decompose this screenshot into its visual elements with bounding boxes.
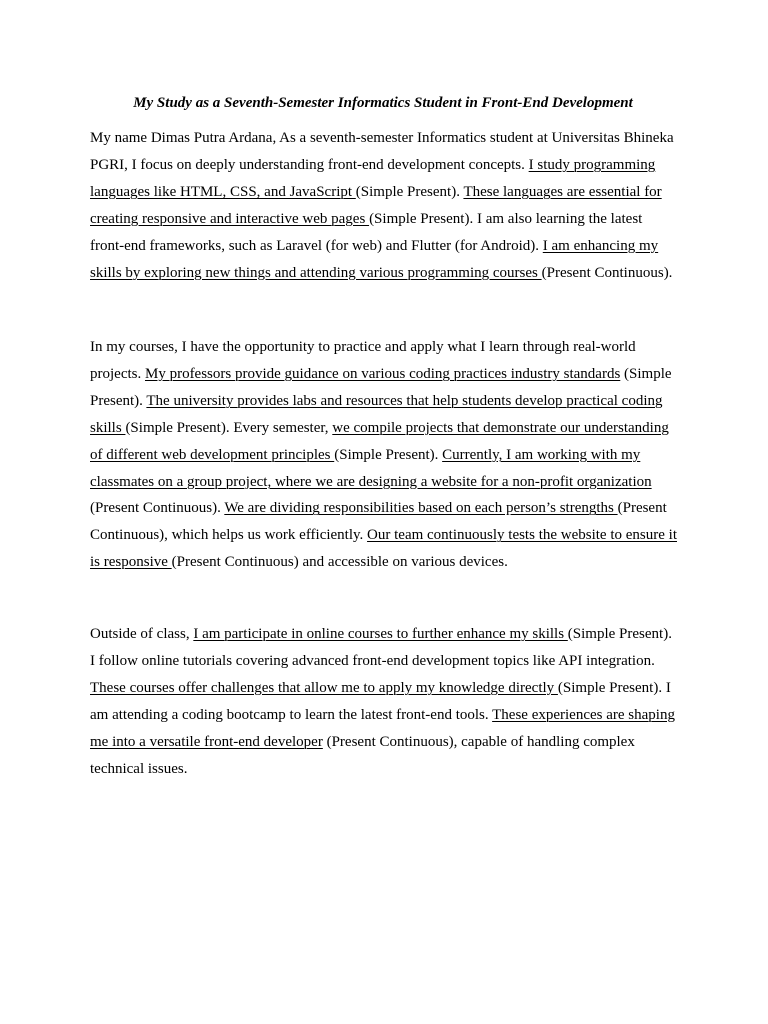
text-segment: (Present Continuous), which helps us work efficiently.: [90, 500, 667, 544]
underlined-sentence: Currently, I am working with my classmates on a group project, where we are designing a website for a non-profit organization: [90, 446, 652, 490]
text-segment: (Present Continuous), capable of handling complex technical issues.: [90, 733, 635, 777]
underlined-sentence: I am enhancing my skills by exploring new things and attending various programming courses: [90, 237, 659, 281]
text-segment: (Simple Present).: [90, 365, 672, 409]
text-segment: In my courses, I have the opportunity to practice and apply what I learn through real-world projects.: [90, 339, 636, 382]
text-segment: (Simple Present). I am also learning the latest front-end frameworks, such as Laravel (for web) and Flutter (for Android).: [90, 210, 643, 254]
underlined-sentence: I study programming languages like HTML, CSS, and JavaScript: [90, 156, 656, 200]
text-segment: My name Dimas Putra Ardana, As a seventh-semester Informatics student at Universitas Bhineka PGRI, I focus on deeply understanding front-end development concepts.: [90, 130, 674, 173]
text-segment: (Present Continuous).: [541, 264, 673, 281]
text-segment: (Simple Present). I follow online tutorials covering advanced front-end development topics like API integration.: [90, 626, 672, 669]
underlined-sentence: My professors provide guidance on various coding practices industry standards: [144, 365, 621, 382]
underlined-sentence: We are dividing responsibilities based on each person’s strengths: [224, 500, 618, 517]
paragraph-1: [90, 125, 680, 286]
underlined-sentence: These courses offer challenges that allow me to apply my knowledge directly: [90, 679, 558, 696]
text-segment: (Simple Present). Every semester,: [125, 419, 333, 436]
text-segment: (Present Continuous) and accessible on various devices.: [171, 554, 508, 571]
text-segment: (Simple Present).: [334, 446, 443, 463]
underlined-sentence: These languages are essential for creating responsive and interactive web pages: [90, 183, 662, 227]
underlined-sentence: I am participate in online courses to further enhance my skills: [193, 626, 568, 642]
underlined-sentence: These experiences are shaping me into a versatile front-end developer: [90, 706, 675, 750]
text-segment: (Present Continuous).: [90, 500, 225, 517]
text-segment: (Simple Present).: [355, 183, 464, 200]
document-title: My Study as a Seventh-Semester Informatics Student in Front-End Development: [133, 95, 633, 111]
paragraph-3: [90, 621, 680, 782]
underlined-sentence: we compile projects that demonstrate our understanding of different web development principles: [90, 419, 669, 463]
text-segment: Outside of class,: [90, 626, 194, 642]
underlined-sentence: The university provides labs and resources that help students develop practical coding skills: [90, 392, 663, 436]
underlined-sentence: Our team continuously tests the website to ensure it is responsive: [90, 527, 677, 571]
paragraph-2: [90, 334, 680, 576]
text-segment: (Simple Present). I am attending a coding bootcamp to learn the latest front-end tools.: [90, 679, 671, 723]
